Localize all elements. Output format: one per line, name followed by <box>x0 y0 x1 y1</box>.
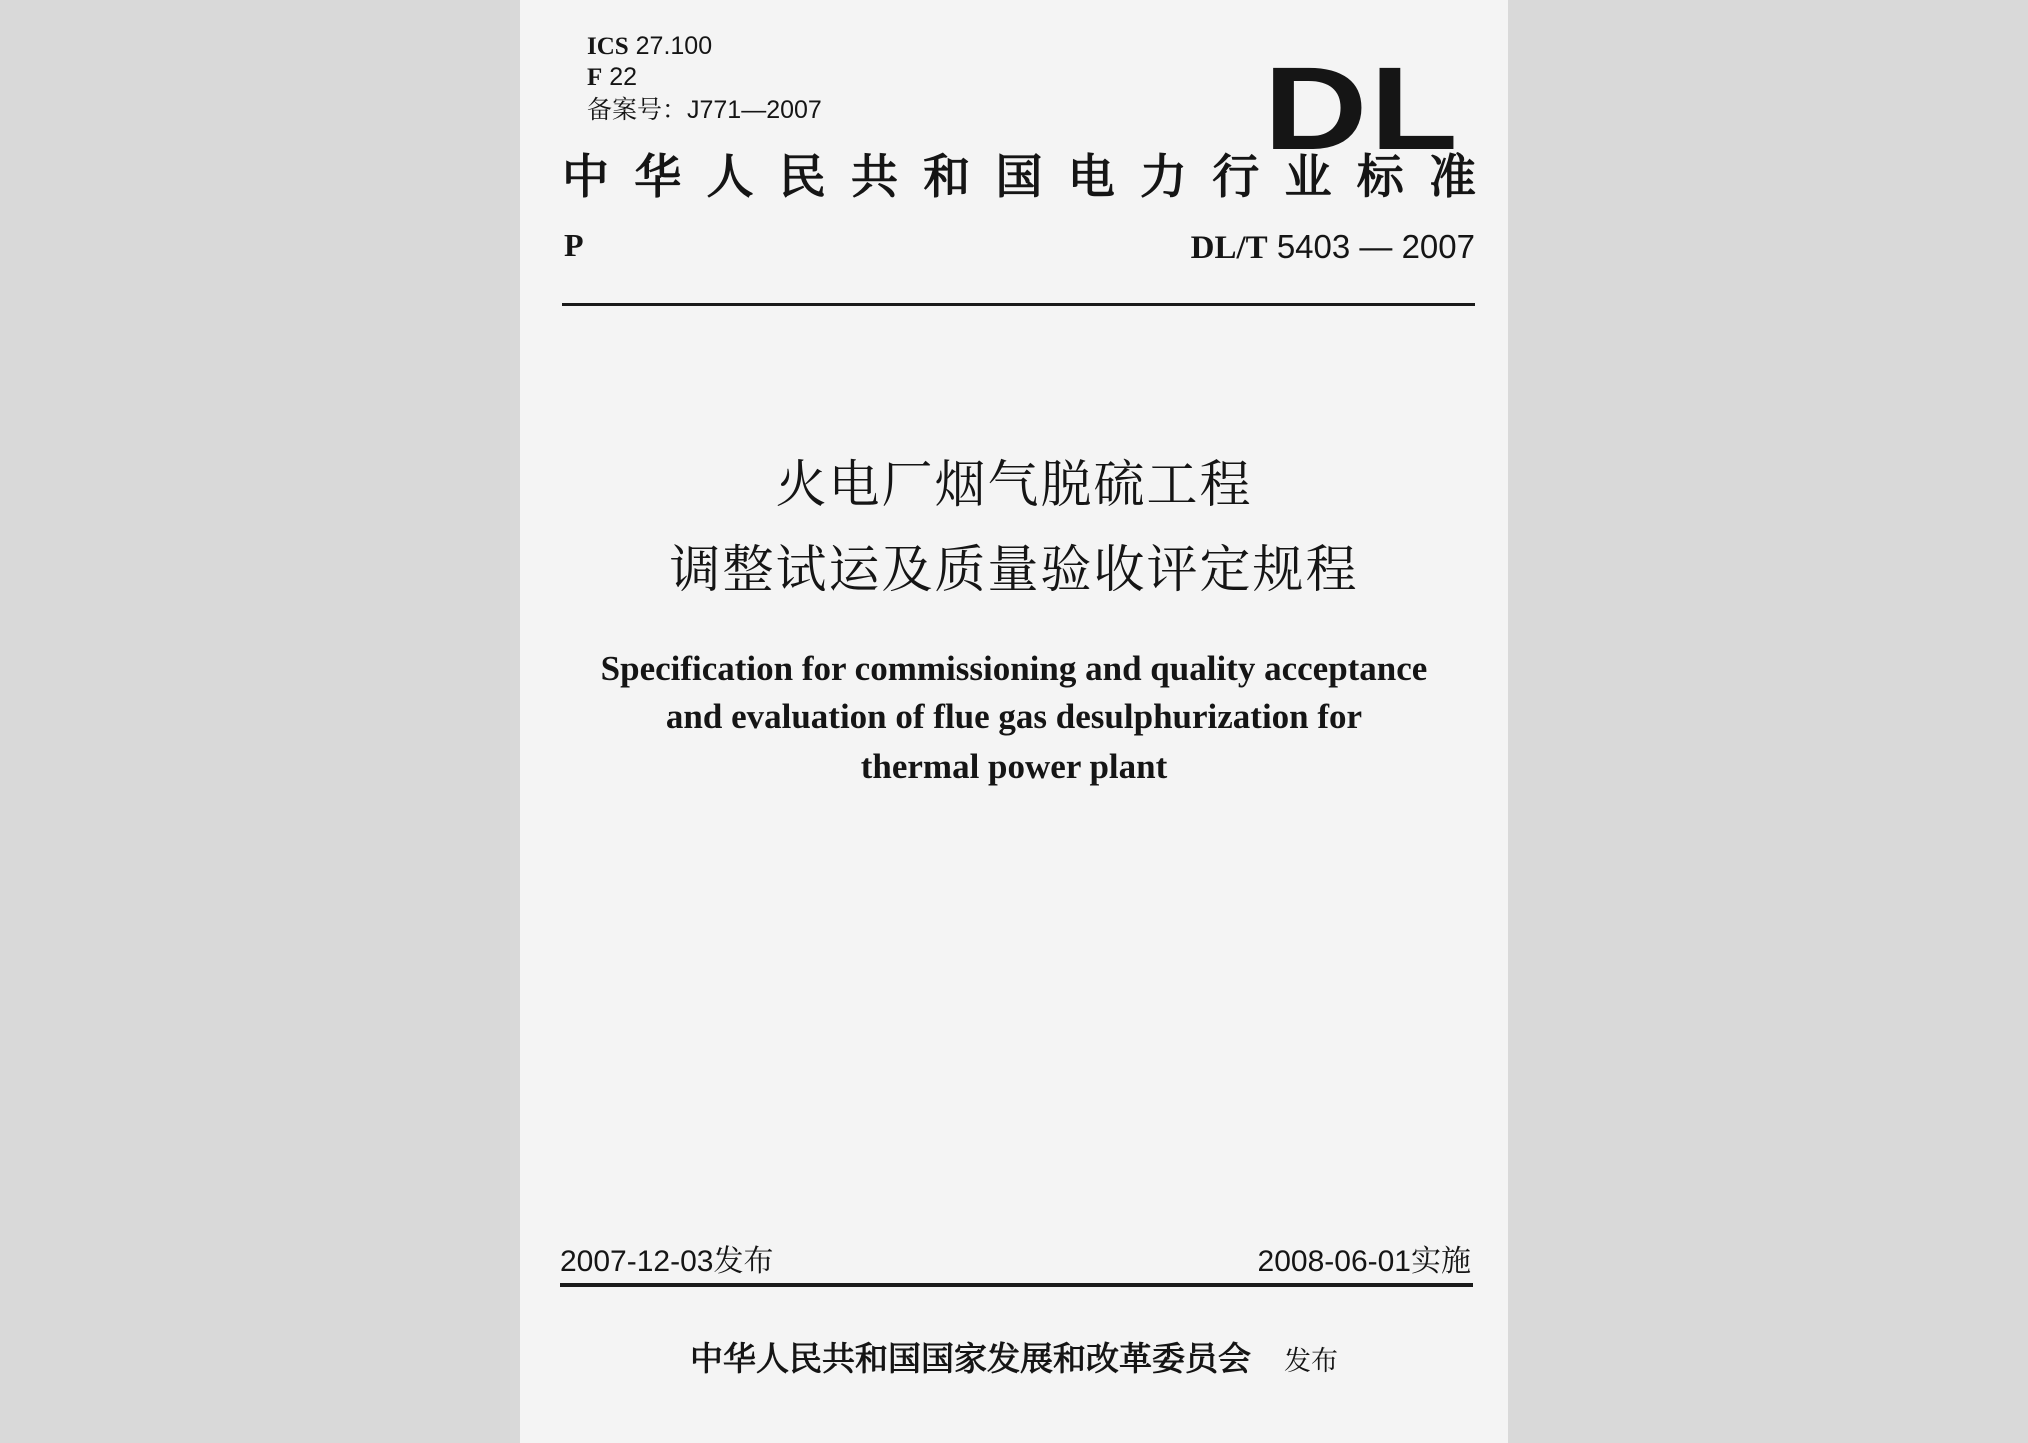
title-en-line-2: and evaluation of flue gas desulphurization for <box>665 697 1363 736</box>
header-divider <box>562 303 1475 306</box>
title-en-line-3: thermal power plant <box>860 747 1168 786</box>
publisher-organization: 中华人民共和国国家发展和改革委员会 <box>689 1339 1251 1378</box>
footer-divider <box>560 1283 1473 1287</box>
effective-date: 2008-06-01实施 <box>1257 1245 1471 1278</box>
ics-code: ICS 27.100 <box>587 32 713 60</box>
issue-date: 2007-12-03发布 <box>560 1245 774 1278</box>
publisher <box>520 1337 1508 1384</box>
title-cn-line-1: 火电厂烟气脱硫工程 <box>775 456 1253 515</box>
dl-logo: DL <box>1263 43 1460 175</box>
classification-code: F 22 <box>587 63 638 91</box>
category-code: P <box>564 227 584 263</box>
document-cover <box>520 0 1508 1443</box>
title-cn-line-2: 调整试运及质量验收评定规程 <box>669 541 1359 600</box>
standard-number: DL/T 5403 — 2007 <box>1190 228 1475 266</box>
filing-number: 备案号：J771—2007 <box>587 96 822 124</box>
standard-title: 中华人民共和国电力行业标准 <box>562 150 1476 205</box>
publisher-action: 发布 <box>1284 1346 1339 1377</box>
title-en-line-1: Specification for commissioning and quality acceptance <box>600 649 1428 688</box>
